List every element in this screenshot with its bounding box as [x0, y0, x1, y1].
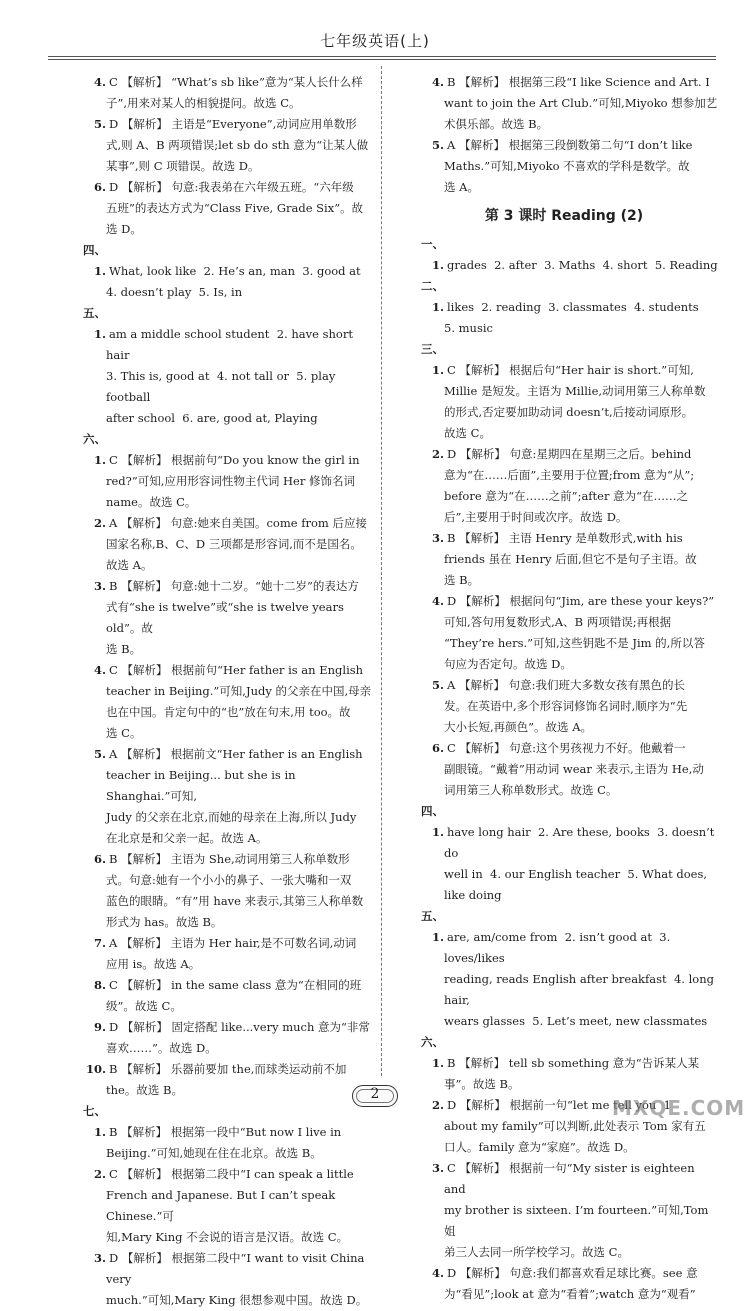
header-rule	[48, 56, 716, 60]
answer-number: 3.	[431, 1161, 444, 1175]
answer-text: D 【解析】 固定搭配 like...very much 意为“非常	[109, 1020, 370, 1034]
answer-text: 为“看见”;look at 意为“看着”;watch 意为“观看”	[444, 1287, 696, 1301]
answer-text: 选 B。	[106, 642, 142, 656]
answer-line	[83, 240, 372, 282]
answer-text: 口人。family 意为“家庭”。故选 D。	[444, 1140, 635, 1154]
answer-text: 弟三人去同一所学校学习。故选 C。	[444, 1245, 629, 1259]
answer-text: French and Japanese. But I can’t speak Chinese.”可	[106, 1188, 339, 1223]
answer-line	[106, 471, 372, 492]
answer-text: 选 A。	[444, 180, 479, 194]
answer-line	[444, 177, 718, 198]
answer-text: have long hair 2. Are these, books 3. doesn’t do	[444, 825, 719, 860]
answer-line	[444, 717, 718, 738]
answer-text: B 【解析】 根据第三段“I like Science and Art. I	[447, 75, 710, 89]
answer-text: C 【解析】 根据前句“Her father is an English	[109, 663, 364, 677]
answer-text: D 【解析】 根据前一句“let me tell you 1	[447, 1098, 679, 1112]
answer-text: 国家名称,B、C、D 三项都是形容词,而不是国名。	[106, 537, 362, 551]
answer-number: 5.	[431, 138, 444, 152]
answer-text: A 【解析】 主语为 Her hair,是不可数名词,动词	[109, 936, 357, 950]
answer-text: 5. music	[444, 321, 493, 335]
answer-text: D 【解析】 句意:我们都喜欢看足球比赛。see 意	[447, 1266, 698, 1280]
answer-line	[93, 975, 372, 996]
answer-text: much.”可知,Mary King 很想参观中国。故选 D。	[106, 1293, 368, 1307]
answer-entry	[410, 1158, 718, 1263]
answer-entry	[72, 513, 372, 576]
answer-text: B 【解析】 主语为 She,动词用第三人称单数形	[109, 852, 350, 866]
answer-line	[106, 492, 372, 513]
answer-number: 六、1.	[83, 432, 106, 467]
answer-line	[444, 549, 718, 570]
answer-line	[93, 72, 372, 93]
answer-text: 选 B。	[444, 573, 480, 587]
answer-text: 发。在英语中,多个形容词修饰名词时,顺序为“先	[444, 699, 688, 713]
right-column	[410, 72, 718, 1305]
answer-line	[444, 1137, 718, 1158]
answer-line	[444, 1200, 718, 1242]
answer-number: 4.	[93, 663, 106, 677]
answer-text: C 【解析】 “What’s sb like”意为“某人长什么样	[109, 75, 363, 89]
answer-line	[444, 486, 718, 507]
answer-text: 术俱乐部。故选 B。	[444, 117, 549, 131]
answer-text: teacher in Beijing... but she is in Shanghai.”可知,	[106, 768, 300, 803]
answer-line	[431, 444, 718, 465]
answer-text: A 【解析】 句意:她来自美国。come from 后应接	[109, 516, 367, 530]
answer-line	[106, 870, 372, 891]
watermark-text: MXQE.COM	[612, 1096, 746, 1120]
answer-text: 蓝色的眼睛。“有”用 have 来表示,其第三人称单数	[106, 894, 364, 908]
answer-entry	[72, 1101, 372, 1164]
answer-line	[421, 339, 718, 381]
answer-line	[444, 696, 718, 717]
answer-entry	[72, 1248, 372, 1311]
answer-text: likes 2. reading 3. classmates 4. students	[447, 300, 699, 314]
answer-line	[93, 513, 372, 534]
answer-number: 8.	[93, 978, 106, 992]
answer-text: C 【解析】 根据前句“Do you know the girl in	[109, 453, 360, 467]
answer-entry	[72, 933, 372, 975]
answer-number: 五、1.	[421, 909, 444, 944]
answer-number: 5.	[93, 747, 106, 761]
answer-entry	[410, 276, 718, 339]
answer-text: 后”,主要用于时间或次序。故选 D。	[444, 510, 628, 524]
answer-entry	[72, 114, 372, 177]
answer-line	[106, 639, 372, 660]
answer-entry	[72, 660, 372, 744]
answer-number: 二、1.	[421, 279, 444, 314]
answer-line	[106, 534, 372, 555]
answer-text: am a middle school student 2. have short hair	[106, 327, 357, 362]
answer-text: 故选 C。	[444, 426, 491, 440]
answer-line	[444, 156, 718, 177]
answer-entry	[72, 240, 372, 303]
answer-line	[444, 885, 718, 906]
answer-text: 词用第三人称单数形式。故选 C。	[444, 783, 618, 797]
answer-text: the。故选 B。	[106, 1083, 183, 1097]
answer-entry	[72, 1017, 372, 1059]
answer-line	[431, 72, 718, 93]
answer-text: “They’re hers.”可知,这些钥匙不是 Jim 的,所以答	[444, 636, 705, 650]
answer-line	[444, 1242, 718, 1263]
answer-line	[83, 1101, 372, 1143]
answer-line	[106, 597, 372, 639]
answer-text: 子”,用来对某人的相貌提问。故选 C。	[106, 96, 301, 110]
answer-line	[106, 555, 372, 576]
answer-number: 3.	[93, 1251, 106, 1265]
answer-text: 句应为否定句。故选 D。	[444, 657, 572, 671]
answer-line	[106, 954, 372, 975]
answer-entry	[410, 675, 718, 738]
answer-entry	[72, 72, 372, 114]
answer-number: 4.	[431, 75, 444, 89]
answer-text: 形式为 has。故选 B。	[106, 915, 223, 929]
answer-number: 2.	[93, 516, 106, 530]
answer-number: 6.	[431, 741, 444, 755]
answer-text: 也在中国。肯定句中的“也”放在句末,用 too。故	[106, 705, 351, 719]
answer-text: 喜欢……”。故选 D。	[106, 1041, 217, 1055]
answer-entry	[72, 744, 372, 849]
answer-line	[444, 93, 718, 114]
answer-text: 3. This is, good at 4. not tall or 5. play football	[106, 369, 339, 404]
answer-entry	[410, 339, 718, 444]
answer-text: What, look like 2. He’s an, man 3. good at	[109, 264, 361, 278]
answer-number: 7.	[93, 936, 106, 950]
answer-text: B 【解析】 乐器前要加 the,而球类运动前不加	[109, 1062, 347, 1076]
answer-text: like doing	[444, 888, 502, 902]
answer-text: reading, reads English after breakfast 4. long hair,	[444, 972, 718, 1007]
answer-number: 2.	[431, 1098, 444, 1112]
answer-number: 10.	[85, 1062, 106, 1076]
answer-number: 5.	[431, 678, 444, 692]
answer-number: 2.	[431, 447, 444, 461]
answer-line	[93, 576, 372, 597]
answer-entry	[410, 528, 718, 591]
answer-text: D 【解析】 根据第二段中“I want to visit China very	[106, 1251, 369, 1286]
answer-entry	[72, 177, 372, 240]
answer-entry	[72, 1164, 372, 1248]
answer-line	[421, 1032, 718, 1074]
answer-text: Beijing.”可知,她现在住在北京。故选 B。	[106, 1146, 322, 1160]
answer-number: 6.	[93, 180, 106, 194]
answer-line	[93, 1164, 372, 1185]
answer-entry	[410, 444, 718, 528]
answer-number: 一、1.	[421, 237, 444, 272]
answer-text: 式有“she is twelve”或“she is twelve years old”。故	[106, 600, 348, 635]
answer-number: 3.	[93, 579, 106, 593]
answer-text: B 【解析】 根据第一段中“But now I live in	[109, 1125, 342, 1139]
answer-entry	[410, 906, 718, 1032]
answer-line	[106, 723, 372, 744]
answer-line	[106, 282, 372, 303]
answer-entry	[410, 591, 718, 675]
answer-line	[106, 93, 372, 114]
answer-line	[106, 1038, 372, 1059]
answer-line	[93, 933, 372, 954]
answer-line	[106, 807, 372, 828]
answer-text: my brother is sixteen. I’m fourteen.”可知,Tom 姐	[444, 1203, 713, 1238]
answer-text: 应用 is。故选 A。	[106, 957, 201, 971]
answer-line	[444, 507, 718, 528]
answer-line	[106, 219, 372, 240]
left-column	[72, 72, 372, 1311]
answer-text: want to join the Art Club.”可知,Miyoko 想参加艺	[444, 96, 718, 110]
answer-line	[444, 654, 718, 675]
answer-line	[444, 114, 718, 135]
answer-line	[421, 234, 718, 276]
answer-text: Judy 的父亲在北京,而她的母亲在上海,所以 Judy	[106, 810, 357, 824]
answer-text: D 【解析】 句意:我表弟在六年级五班。“六年级	[109, 180, 354, 194]
answer-line	[444, 759, 718, 780]
answer-text: 五班”的表达方式为“Class Five, Grade Six”。故	[106, 201, 364, 215]
answer-line	[431, 1263, 718, 1284]
answer-entry	[72, 849, 372, 933]
answer-line	[93, 744, 372, 765]
answer-text: C 【解析】 根据后句“Her hair is short.”可知,	[447, 363, 694, 377]
answer-number: 七、1.	[83, 1104, 106, 1139]
answer-number: 9.	[93, 1020, 106, 1034]
answer-number: 五、1.	[83, 306, 106, 341]
answer-text: after school 6. are, good at, Playing	[106, 411, 318, 425]
answer-text: A 【解析】 根据第三段倒数第二句“I don’t like	[447, 138, 693, 152]
answer-entry	[72, 975, 372, 1017]
answer-number: 四、1.	[421, 804, 444, 839]
answer-entry	[410, 801, 718, 906]
answer-text: A 【解析】 句意:我们班大多数女孩有黑色的长	[447, 678, 685, 692]
answer-line	[93, 114, 372, 135]
answer-line	[431, 591, 718, 612]
answer-text: 式。句意:她有一个小小的鼻子、一张大嘴和一双	[106, 873, 352, 887]
answer-line	[444, 780, 718, 801]
answer-line	[93, 1017, 372, 1038]
answer-number: 5.	[93, 117, 106, 131]
answer-text: before 意为“在……之前”;after 意为“在……之	[444, 489, 689, 503]
answer-text: about my family”可以判断,此处表示 Tom 家有五	[444, 1119, 706, 1133]
answer-number: 4.	[93, 75, 106, 89]
answer-text: 大小长短,再颜色”。故选 A。	[444, 720, 592, 734]
answer-text: D 【解析】 句意:星期四在星期三之后。behind	[447, 447, 692, 461]
answer-text: teacher in Beijing.”可知,Judy 的父亲在中国,母亲	[106, 684, 372, 698]
answer-number: 三、1.	[421, 342, 444, 377]
answer-line	[431, 135, 718, 156]
answer-line	[106, 366, 372, 408]
answer-line	[93, 177, 372, 198]
answer-entry	[410, 1032, 718, 1095]
answer-text: B 【解析】 tell sb something 意为“告诉某人某	[447, 1056, 700, 1070]
answer-text: 的形式,否定要加助动词 doesn’t,后接动词原形。	[444, 405, 694, 419]
answer-line	[444, 633, 718, 654]
answer-number: 六、1.	[421, 1035, 444, 1070]
answer-line	[444, 570, 718, 591]
answer-number: 四、1.	[83, 243, 106, 278]
answer-line	[431, 528, 718, 549]
answer-line	[421, 276, 718, 318]
answer-line	[106, 198, 372, 219]
answer-number: 4.	[431, 1266, 444, 1280]
answer-entry	[410, 234, 718, 276]
answer-text: 意为“在……后面”,主要用于位置;from 意为“从”;	[444, 468, 695, 482]
answer-line	[106, 996, 372, 1017]
page-number-badge	[352, 1085, 398, 1107]
answer-number: 4.	[431, 594, 444, 608]
answer-line	[93, 849, 372, 870]
answer-line	[93, 660, 372, 681]
answer-line	[444, 612, 718, 633]
answer-text: friends 虽在 Henry 后面,但它不是句子主语。故	[444, 552, 697, 566]
answer-text: 知,Mary King 不会说的语言是汉语。故选 C。	[106, 1230, 349, 1244]
answer-text: C 【解析】 根据前一句“My sister is eighteen and	[444, 1161, 699, 1196]
answer-entry	[72, 429, 372, 513]
answer-text: D 【解析】 根据问句“Jim, are these your keys?”	[447, 594, 715, 608]
answer-text: 事”。故选 B。	[444, 1077, 520, 1091]
answer-line	[444, 1074, 718, 1095]
answer-line	[444, 318, 718, 339]
answer-text: 级”。故选 C。	[106, 999, 182, 1013]
answer-line	[106, 1227, 372, 1248]
answer-text: C 【解析】 in the same class 意为“在相同的班	[109, 978, 362, 992]
answer-text: are, am/come from 2. isn’t good at 3. loves/likes	[444, 930, 674, 965]
answer-text: D 【解析】 主语是“Everyone”,动词应用单数形	[109, 117, 357, 131]
answer-line	[106, 702, 372, 723]
section-title: 第 3 课时 Reading (2)	[484, 208, 644, 224]
answer-number: 6.	[93, 852, 106, 866]
answer-line	[106, 1080, 372, 1101]
answer-line	[106, 1143, 372, 1164]
answer-text: 故选 A。	[106, 558, 153, 572]
answer-entry	[72, 576, 372, 660]
answer-line	[431, 1158, 718, 1200]
answer-line	[106, 765, 372, 807]
answer-text: 4. doesn’t play 5. Is, in	[106, 285, 243, 299]
answer-line	[106, 681, 372, 702]
answer-line	[106, 1290, 372, 1311]
right-column-top	[410, 72, 718, 198]
page-header: 七年级英语(上)	[320, 32, 430, 50]
answer-line	[444, 864, 718, 885]
answer-text: grades 2. after 3. Maths 4. short 5. Reading	[447, 258, 718, 272]
answer-entry	[410, 72, 718, 135]
answer-line	[444, 1284, 718, 1305]
answer-line	[85, 1059, 372, 1080]
answer-entry	[410, 738, 718, 801]
answer-text: Millie 是短发。主语为 Millie,动词用第三人称单数	[444, 384, 706, 398]
answer-number: 3.	[431, 531, 444, 545]
page-number: 2	[370, 1086, 380, 1102]
answer-text: 某事”,则 C 项错误。故选 D。	[106, 159, 260, 173]
answer-text: 选 D。	[106, 222, 142, 236]
answer-entry	[72, 1059, 372, 1101]
answer-entry	[72, 303, 372, 429]
column-divider	[381, 66, 382, 1076]
answer-line	[444, 1011, 718, 1032]
answer-line	[444, 969, 718, 1011]
answer-line	[431, 675, 718, 696]
answer-line	[106, 156, 372, 177]
answer-line	[93, 1248, 372, 1290]
answer-line	[444, 381, 718, 402]
answer-text: wears glasses 5. Let’s meet, new classmates	[444, 1014, 708, 1028]
answer-text: Maths.”可知,Miyoko 不喜欢的学科是数学。故	[444, 159, 690, 173]
answer-line	[444, 465, 718, 486]
answer-text: name。故选 C。	[106, 495, 197, 509]
answer-text: 副眼镜。“戴着”用动词 wear 来表示,主语为 He,动	[444, 762, 704, 776]
answer-text: B 【解析】 主语 Henry 是单数形式,with his	[447, 531, 683, 545]
answer-line	[106, 135, 372, 156]
answer-line	[431, 738, 718, 759]
answer-line	[421, 906, 718, 969]
answer-line	[106, 912, 372, 933]
right-column-bottom	[410, 234, 718, 1305]
answer-text: 在北京是和父亲一起。故选 A。	[106, 831, 268, 845]
answer-line	[106, 891, 372, 912]
answer-text: 可知,答句用复数形式,A、B 两项错误;再根据	[444, 615, 672, 629]
answer-text: 式,则 A、B 两项错误;let sb do sth 意为“让某人做	[106, 138, 369, 152]
answer-text: well in 4. our English teacher 5. What does,	[444, 867, 708, 881]
answer-line	[83, 303, 372, 366]
answer-number: 2.	[93, 1167, 106, 1181]
answer-line	[421, 801, 719, 864]
answer-line	[444, 423, 718, 444]
answer-line	[106, 408, 372, 429]
answer-line	[106, 828, 372, 849]
answer-line	[83, 429, 372, 471]
answer-entry	[410, 135, 718, 198]
answer-line	[444, 402, 718, 423]
answer-text: 选 C。	[106, 726, 142, 740]
answer-line	[106, 1185, 372, 1227]
answer-text: B 【解析】 句意:她十二岁。“她十二岁”的表达方	[109, 579, 359, 593]
answer-text: red?”可知,应用形容词性物主代词 Her 修饰名词	[106, 474, 356, 488]
answer-text: C 【解析】 句意:这个男孩视力不好。他戴着一	[447, 741, 686, 755]
answer-text: C 【解析】 根据第二段中“I can speak a little	[109, 1167, 354, 1181]
answer-entry	[410, 1263, 718, 1305]
answer-text: A 【解析】 根据前文“Her father is an English	[109, 747, 363, 761]
